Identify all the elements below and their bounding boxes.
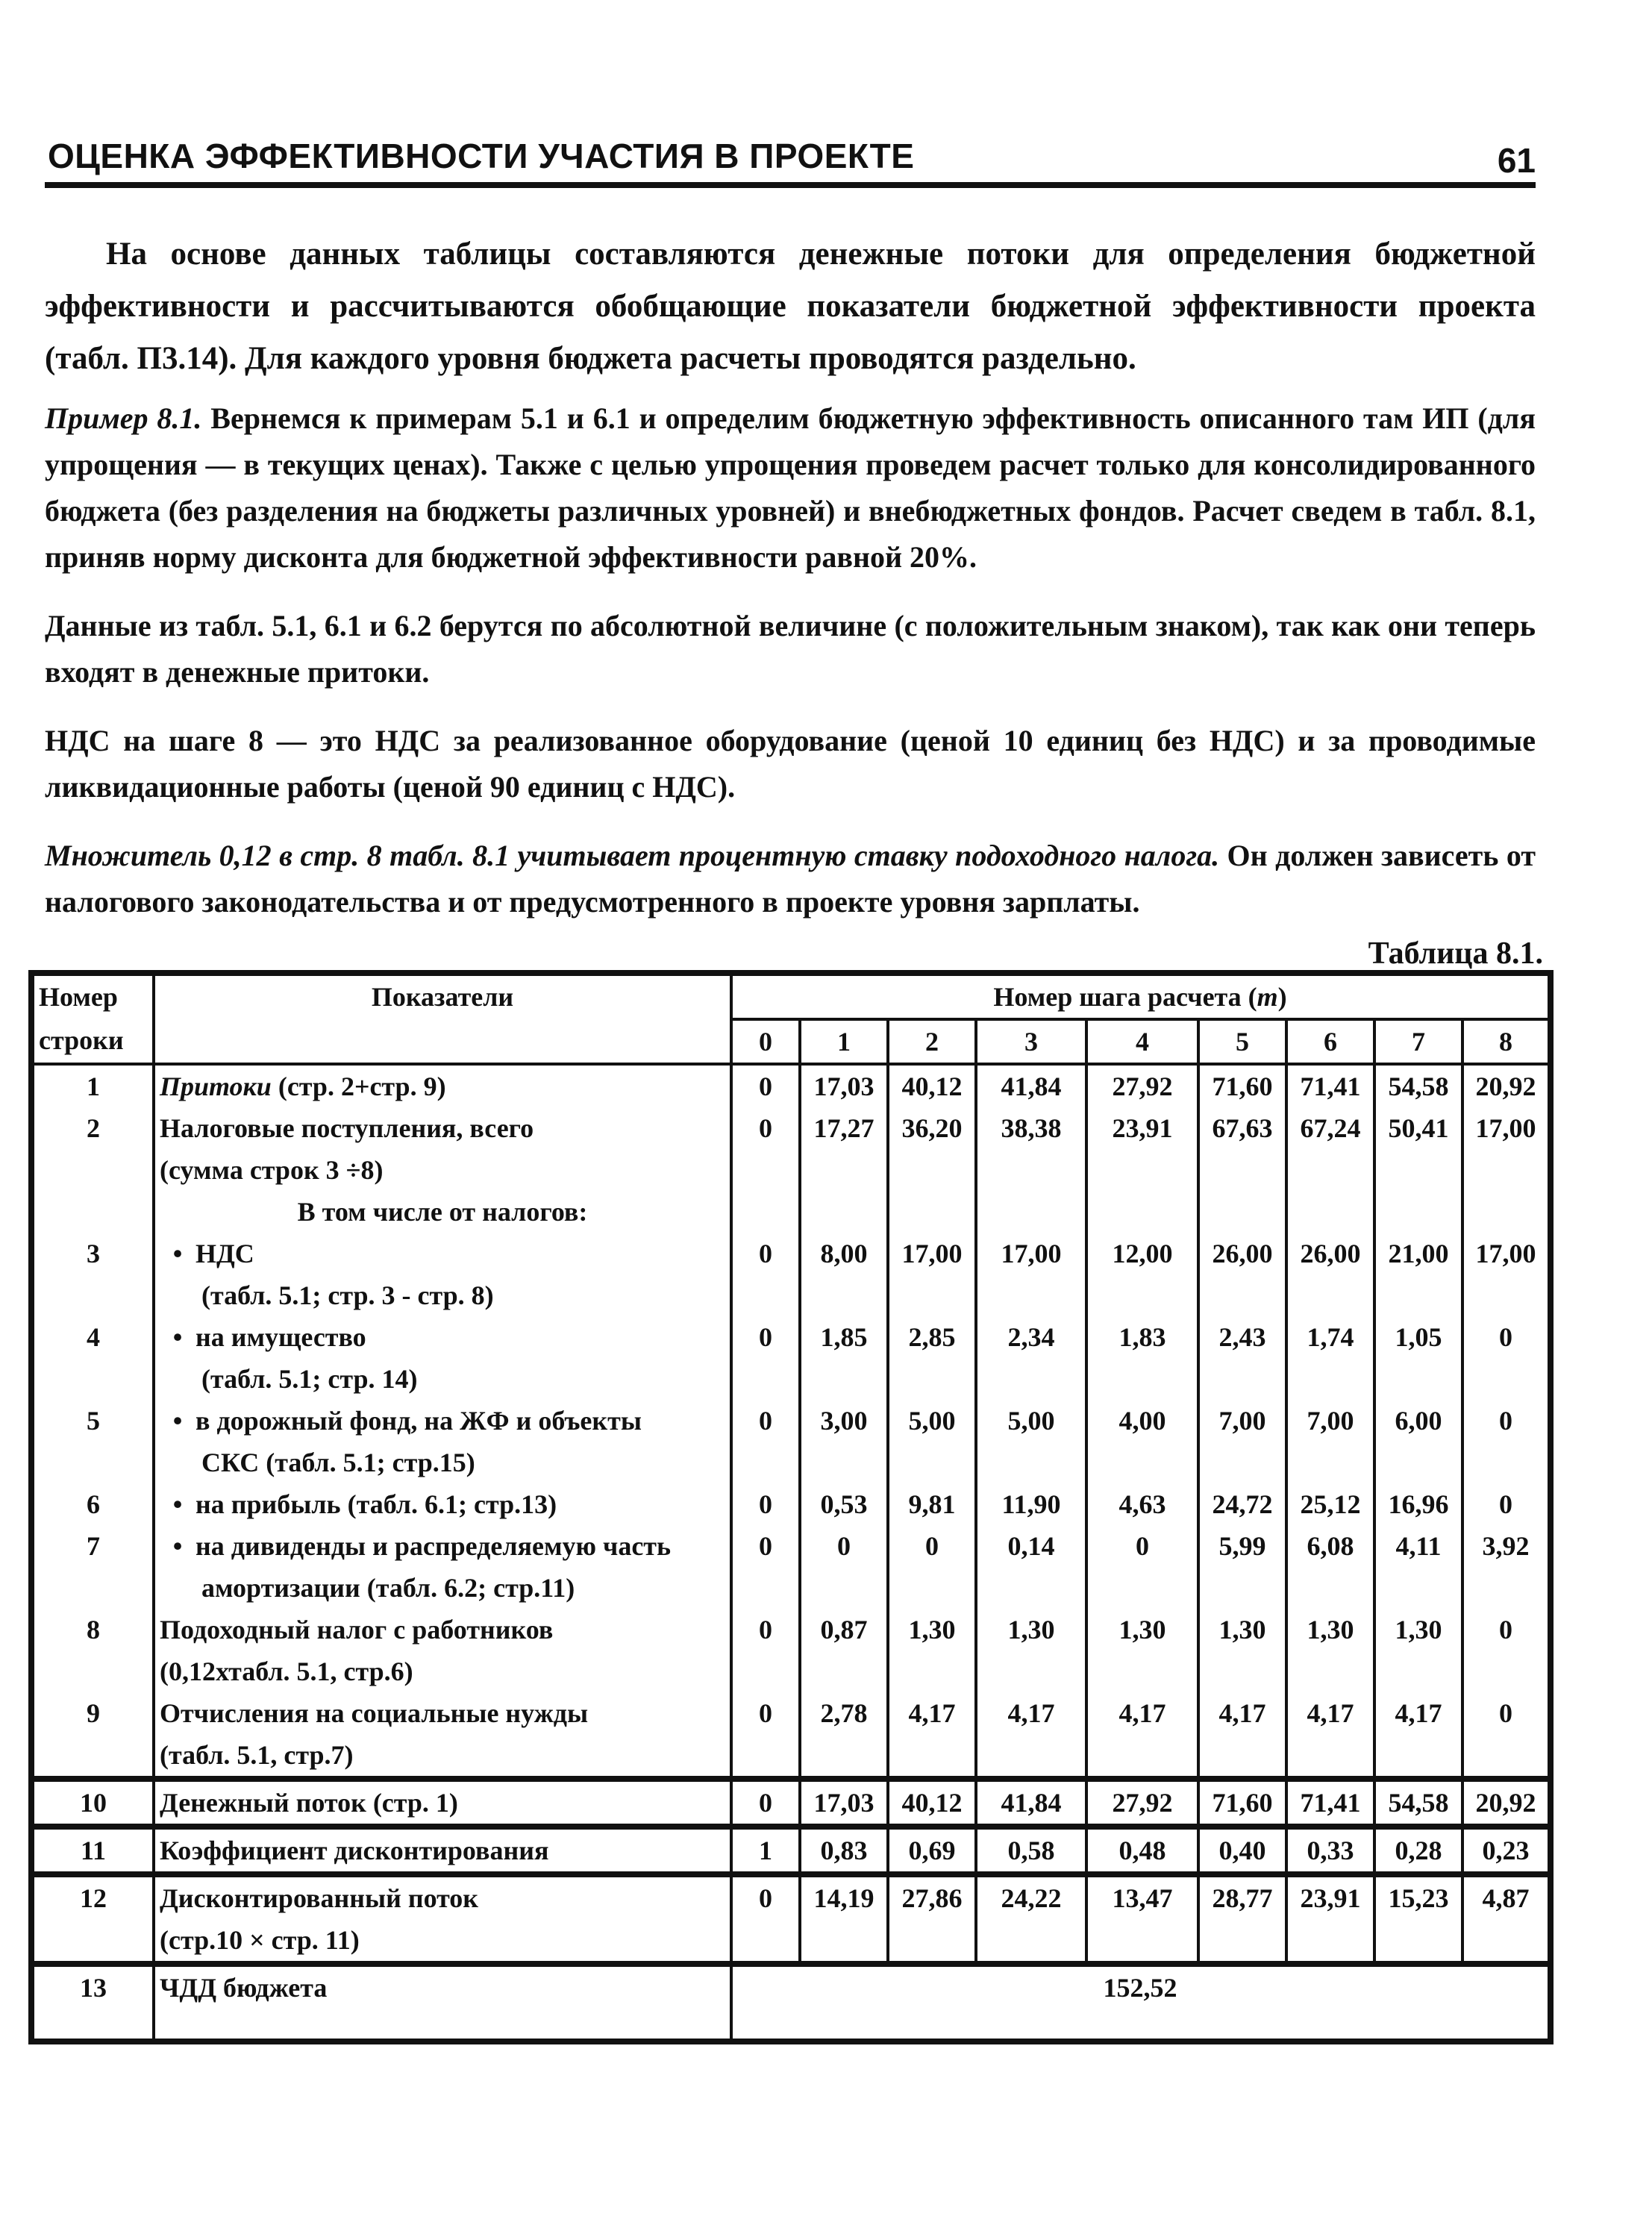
cell-value: 26,00 [1198,1233,1286,1316]
cell-value: 0 [731,1400,800,1483]
steps-title-close: ) [1277,982,1287,1012]
cell-value: 0,28 [1374,1827,1462,1874]
running-header [28,133,1536,178]
row-label-line: (табл. 5.1; стр. 3 - стр. 8) [201,1280,494,1310]
cell-value: 0 [731,1316,800,1400]
cell-value: 8,00 [800,1233,888,1316]
running-header-title: ОЦЕНКА ЭФФЕКТИВНОСТИ УЧАСТИЯ В ПРОЕКТЕ [48,137,915,175]
row-label-line: на имущество [195,1322,366,1352]
bullet-icon: • [172,1406,183,1436]
cell-value: 5,99 [1198,1525,1286,1609]
row-label-line: Дисконтированный поток [160,1883,479,1913]
cell-value: 4,17 [1286,1692,1374,1779]
row-label-line: (табл. 5.1, стр.7) [160,1740,354,1770]
cell-value: 0 [731,1107,800,1233]
row-label [154,1525,731,1609]
cell-value: 17,03 [800,1779,888,1827]
cell-value: 7,00 [1286,1400,1374,1483]
cell-value: 6,00 [1374,1400,1462,1483]
row-number: 2 [31,1107,154,1233]
cell-value: 26,00 [1286,1233,1374,1316]
cell-value: 4,17 [1374,1692,1462,1779]
header-row-no-1: Номер [39,982,118,1012]
row-number: 11 [31,1827,154,1874]
taxes-note: В том числе от налогов: [297,1197,588,1227]
cell-value: 4,00 [1086,1400,1198,1483]
cell-value: 71,41 [1286,1779,1374,1827]
cell-value: 20,92 [1462,1779,1551,1827]
bullet-icon: • [172,1239,183,1268]
row-label [154,1609,731,1692]
cell-value: 17,00 [1462,1233,1551,1316]
multiplier-note: Множитель 0,12 в стр. 8 табл. 8.1 учитывает процентную ставку подоходного налога. [45,839,1220,872]
cell-value: 0 [800,1525,888,1609]
step-6: 6 [1286,1019,1374,1064]
header-row [31,973,1551,1019]
row-label-line: на дивиденды и распределяемую часть [195,1531,672,1561]
cell-value: 0 [731,1233,800,1316]
cell-value: 0 [1462,1692,1551,1779]
cell-value: 1,30 [1286,1609,1374,1692]
cell-value: 50,41 [1374,1107,1462,1233]
cell-value: 38,38 [976,1107,1086,1233]
steps-title-var: m [1257,982,1278,1012]
header-indicators: Показатели [154,973,731,1064]
table-row [31,1316,1551,1400]
steps-title-text: Номер шага расчета ( [993,982,1257,1012]
cell-value: 17,00 [976,1233,1086,1316]
paragraph-5 [45,833,1536,925]
row-number: 6 [31,1483,154,1525]
cell-value: 4,17 [888,1692,976,1779]
cell-value: 3,00 [800,1400,888,1483]
cell-value: 67,24 [1286,1107,1374,1233]
cell-value: 4,11 [1374,1525,1462,1609]
cell-value: 2,43 [1198,1316,1286,1400]
step-8: 8 [1462,1019,1551,1064]
row-label-line: в дорожный фонд, на ЖФ и объекты [195,1406,642,1436]
bullet-icon: • [172,1322,183,1352]
cell-value: 0 [731,1609,800,1692]
row-label-line: НДС [195,1239,254,1268]
row-label-line: (0,12хтабл. 5.1, стр.6) [160,1656,413,1686]
cell-value: 3,92 [1462,1525,1551,1609]
cell-value: 67,63 [1198,1107,1286,1233]
step-3: 3 [976,1019,1086,1064]
cell-value: 0 [731,1874,800,1964]
row-number: 3 [31,1233,154,1316]
row-label-line: амортизации (табл. 6.2; стр.11) [201,1573,575,1603]
step-0: 0 [731,1019,800,1064]
header-rule [45,182,1536,188]
cell-value: 21,00 [1374,1233,1462,1316]
bullet-icon: • [172,1489,183,1519]
cell-value: 0,58 [976,1827,1086,1874]
step-5: 5 [1198,1019,1286,1064]
row-number: 13 [31,1964,154,2041]
cell-value: 41,84 [976,1779,1086,1827]
cell-value: 4,87 [1462,1874,1551,1964]
table-row [31,1107,1551,1233]
budget-efficiency-table [28,970,1554,2044]
row-number: 8 [31,1609,154,1692]
cell-value: 1,30 [1198,1609,1286,1692]
table-row [31,1779,1551,1827]
paragraph-3: Данные из табл. 5.1, 6.1 и 6.2 берутся по абсолютной величине (с положительным знаком), так как они теперь входят в денежные притоки. [45,609,1536,689]
cell-value: 4,63 [1086,1483,1198,1525]
cell-value: 13,47 [1086,1874,1198,1964]
row-number: 5 [31,1400,154,1483]
cell-value: 40,12 [888,1064,976,1107]
header-steps-title [731,973,1551,1019]
row-number: 7 [31,1525,154,1609]
row-label-line: Налоговые поступления, всего [160,1113,534,1143]
cell-value: 0 [1086,1525,1198,1609]
cell-value: 71,60 [1198,1064,1286,1107]
row-number: 4 [31,1316,154,1400]
cell-value: 36,20 [888,1107,976,1233]
row-label: Коэффициент дисконтирования [154,1827,731,1874]
cell-value: 9,81 [888,1483,976,1525]
step-7: 7 [1374,1019,1462,1064]
cell-value: 24,72 [1198,1483,1286,1525]
row-label: Денежный поток (стр. 1) [154,1779,731,1827]
cell-value: 0 [731,1525,800,1609]
cell-value: 0 [1462,1316,1551,1400]
table-row [31,1064,1551,1107]
cell-value: 0,83 [800,1827,888,1874]
inflows-formula: (стр. 2+стр. 9) [271,1071,446,1101]
page-number: 61 [1497,141,1536,180]
cell-value: 0 [731,1483,800,1525]
paragraph-example [45,395,1536,581]
cell-value: 0,33 [1286,1827,1374,1874]
cell-value: 14,19 [800,1874,888,1964]
cell-value: 54,58 [1374,1779,1462,1827]
cell-value: 1,30 [1374,1609,1462,1692]
row-label [154,1874,731,1964]
cell-value: 6,08 [1286,1525,1374,1609]
header-row-no-2: строки [31,1019,154,1064]
cell-value: 1,05 [1374,1316,1462,1400]
cell-value: 4,17 [1086,1692,1198,1779]
table-row [31,1233,1551,1316]
row-label-line: (табл. 5.1; стр. 14) [201,1364,418,1394]
cell-value: 27,92 [1086,1064,1198,1107]
row-label [154,1692,731,1779]
row-number: 9 [31,1692,154,1779]
cell-value: 1 [731,1827,800,1874]
multiplier-rest: Он должен зависеть от налогового законодательства и от предусмотренного в проекте уровня зарплаты. [45,839,1536,919]
cell-value: 23,91 [1086,1107,1198,1233]
cell-value: 1,30 [976,1609,1086,1692]
cell-value: 28,77 [1198,1874,1286,1964]
cell-value: 1,30 [888,1609,976,1692]
cell-value: 0 [1462,1483,1551,1525]
cell-value: 0 [731,1779,800,1827]
cell-value: 11,90 [976,1483,1086,1525]
cell-value: 0 [888,1525,976,1609]
cell-value: 2,34 [976,1316,1086,1400]
row-label [154,1400,731,1483]
cell-value: 25,12 [1286,1483,1374,1525]
npv-value: 152,52 [731,1964,1551,2041]
row-label [154,1483,731,1525]
paragraph-1: На основе данных таблицы составляются денежные потоки для определения бюджетной эффективности и рассчитываются обобщающие показатели бюджетной эффективности проекта (табл. П3.14). Для каждого уровня бюджета расчеты проводятся раздельно. [45,237,1536,376]
row-label [154,1316,731,1400]
cell-value: 0,53 [800,1483,888,1525]
cell-value: 17,03 [800,1064,888,1107]
cell-value: 27,86 [888,1874,976,1964]
cell-value: 27,92 [1086,1779,1198,1827]
row-label [154,1233,731,1316]
row-number: 10 [31,1779,154,1827]
cell-value: 1,30 [1086,1609,1198,1692]
row-label-line: Отчисления на социальные нужды [160,1698,589,1728]
table-row [31,1964,1551,2041]
cell-value: 16,96 [1374,1483,1462,1525]
cell-value: 0,69 [888,1827,976,1874]
step-1: 1 [800,1019,888,1064]
inflows-label: Притоки [160,1071,272,1101]
row-label: ЧДД бюджета [154,1964,731,2041]
table-caption: Таблица 8.1. [1368,936,1543,971]
cell-value: 2,85 [888,1316,976,1400]
cell-value: 1,74 [1286,1316,1374,1400]
row-label-line: СКС (табл. 5.1; стр.15) [201,1448,475,1477]
step-4: 4 [1086,1019,1198,1064]
example-text: Вернемся к примерам 5.1 и 6.1 и определим бюджетную эффективность описанного там ИП (для упрощения — в текущих ценах). Также с целью упрощения проведем расчет только для консолидированного бюджета (без разделения на бюджеты различных уровней) и внебюджетных фондов. Расчет сведем в табл. 8.1, приняв норму дисконта для бюджетной эффективности равной 20%. [45,401,1536,574]
bullet-icon: • [172,1531,183,1561]
table-row [31,1483,1551,1525]
step-2: 2 [888,1019,976,1064]
cell-value: 40,12 [888,1779,976,1827]
table-row [31,1525,1551,1609]
cell-value: 0,14 [976,1525,1086,1609]
cell-value: 1,85 [800,1316,888,1400]
cell-value: 5,00 [976,1400,1086,1483]
row-label [154,1064,731,1107]
cell-value: 0,40 [1198,1827,1286,1874]
row-label-line: Подоходный налог с работников [160,1615,554,1645]
cell-value: 17,27 [800,1107,888,1233]
table-row [31,1827,1551,1874]
paragraph-4: НДС на шаге 8 — это НДС за реализованное оборудование (ценой 10 единиц без НДС) и за проводимые ликвидационные работы (ценой 90 единиц с НДС). [45,724,1536,804]
cell-value: 1,83 [1086,1316,1198,1400]
cell-value: 4,17 [1198,1692,1286,1779]
example-label: Пример 8.1. [45,401,202,435]
row-number: 1 [31,1064,154,1107]
cell-value: 0,23 [1462,1827,1551,1874]
table-row [31,1874,1551,1964]
cell-value: 0 [731,1692,800,1779]
row-label-line: (стр.10 × стр. 11) [160,1925,360,1955]
cell-value: 0 [1462,1400,1551,1483]
cell-value: 24,22 [976,1874,1086,1964]
cell-value: 0 [1462,1609,1551,1692]
cell-value: 20,92 [1462,1064,1551,1107]
cell-value: 7,00 [1198,1400,1286,1483]
row-number: 12 [31,1874,154,1964]
cell-value: 0,48 [1086,1827,1198,1874]
cell-value: 54,58 [1374,1064,1462,1107]
row-label-line: (сумма строк 3 ÷8) [160,1155,384,1185]
cell-value: 0,87 [800,1609,888,1692]
cell-value: 17,00 [888,1233,976,1316]
cell-value: 15,23 [1374,1874,1462,1964]
cell-value: 0 [731,1064,800,1107]
cell-value: 23,91 [1286,1874,1374,1964]
table-row [31,1609,1551,1692]
table-row [31,1400,1551,1483]
header-row-no [31,973,154,1019]
cell-value: 41,84 [976,1064,1086,1107]
cell-value: 2,78 [800,1692,888,1779]
cell-value: 17,00 [1462,1107,1551,1233]
row-label-line: на прибыль (табл. 6.1; стр.13) [195,1489,557,1519]
cell-value: 12,00 [1086,1233,1198,1316]
table-row [31,1692,1551,1779]
cell-value: 5,00 [888,1400,976,1483]
cell-value: 4,17 [976,1692,1086,1779]
cell-value: 71,41 [1286,1064,1374,1107]
cell-value: 71,60 [1198,1779,1286,1827]
row-label [154,1107,731,1233]
